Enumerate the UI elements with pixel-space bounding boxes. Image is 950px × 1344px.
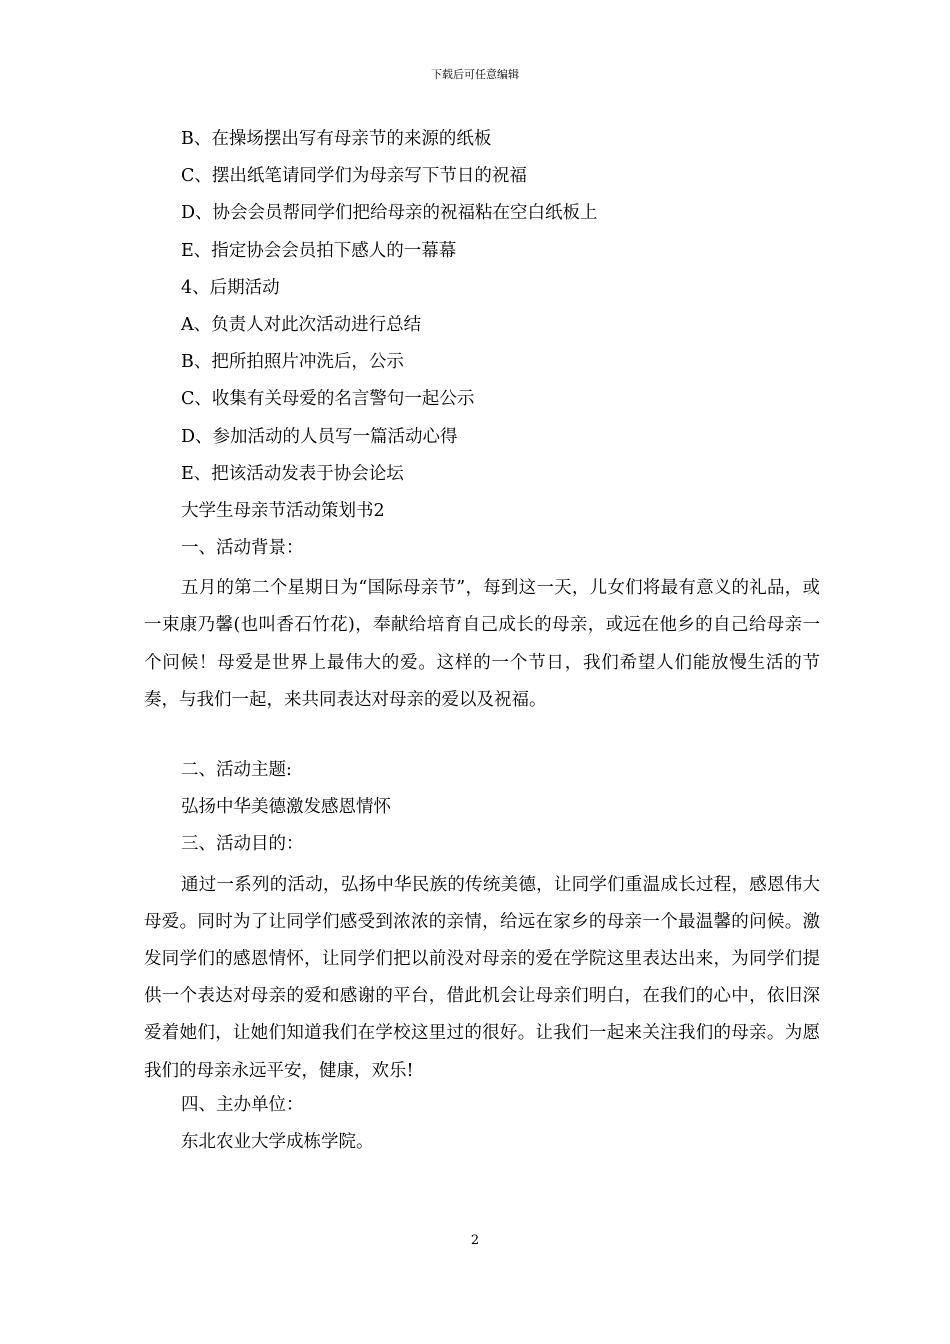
purpose-paragraph: 通过一系列的活动，弘扬中华民族的传统美德，让同学们重温成长过程，感恩伟大母爱。同时为了让同学们感受到浓浓的亲情，给远在家乡的母亲一个最温馨的问候。激发同学们的感恩情怀，让同学们把以前没对母亲的爱在学院这里表达出来，为同学们提供一个表达对母亲的爱和感谢的平台，借此机会让母亲们明白，在我们的心中，依旧深爱着她们，让她们知道我们在学校这里过的很好。让我们一起来关注我们的母亲。为愿我们的母亲永远平安，健康，欢乐! bbox=[144, 874, 820, 1081]
list-item: C、收集有关母爱的名言警句一起公示 bbox=[181, 389, 475, 410]
list-item: A、负责人对此次活动进行总结 bbox=[181, 314, 422, 335]
list-item: C、摆出纸笔请同学们为母亲写下节日的祝福 bbox=[181, 166, 527, 187]
section-heading: 二、活动主题: bbox=[181, 760, 292, 781]
document-body bbox=[144, 124, 820, 1164]
paragraph-gap bbox=[144, 719, 820, 755]
document-title: 大学生母亲节活动策划书2 bbox=[181, 500, 385, 521]
section-heading: 一、活动背景： bbox=[181, 538, 304, 559]
list-item: B、把所拍照片冲洗后，公示 bbox=[181, 352, 404, 373]
background-paragraph: 五月的第二个星期日为“国际母亲节”，每到这一天，儿女们将最有意义的礼品，或一束康乃馨(也叫香石竹花)，奉献给培育自己成长的母亲，或远在他乡的自己给母亲一个问候！母爱是世界上最伟大的爱。这样的一个节日，我们希望人们能放慢生活的节奏，与我们一起，来共同表达对母亲的爱以及祝福。 bbox=[144, 578, 820, 710]
list-item: E、指定协会会员拍下感人的一幕幕 bbox=[181, 240, 457, 261]
theme-text: 弘扬中华美德激发感恩情怀 bbox=[181, 797, 391, 818]
list-item: D、参加活动的人员写一篇活动心得 bbox=[181, 426, 458, 447]
list-item: B、在操场摆出写有母亲节的来源的纸板 bbox=[181, 129, 492, 149]
list-item: E、把该活动发表于协会论坛 bbox=[181, 463, 404, 484]
section-heading: 四、主办单位： bbox=[181, 1094, 304, 1115]
page-number: 2 bbox=[470, 1233, 480, 1248]
section-heading: 三、活动目的： bbox=[181, 834, 304, 855]
page-header: 下载后可任意编辑 bbox=[431, 68, 519, 81]
section-heading: 4、后期活动 bbox=[181, 277, 280, 298]
organizer-text: 东北农业大学成栋学院。 bbox=[181, 1132, 374, 1153]
list-item: D、协会会员帮同学们把给母亲的祝福粘在空白纸板上 bbox=[181, 203, 598, 224]
